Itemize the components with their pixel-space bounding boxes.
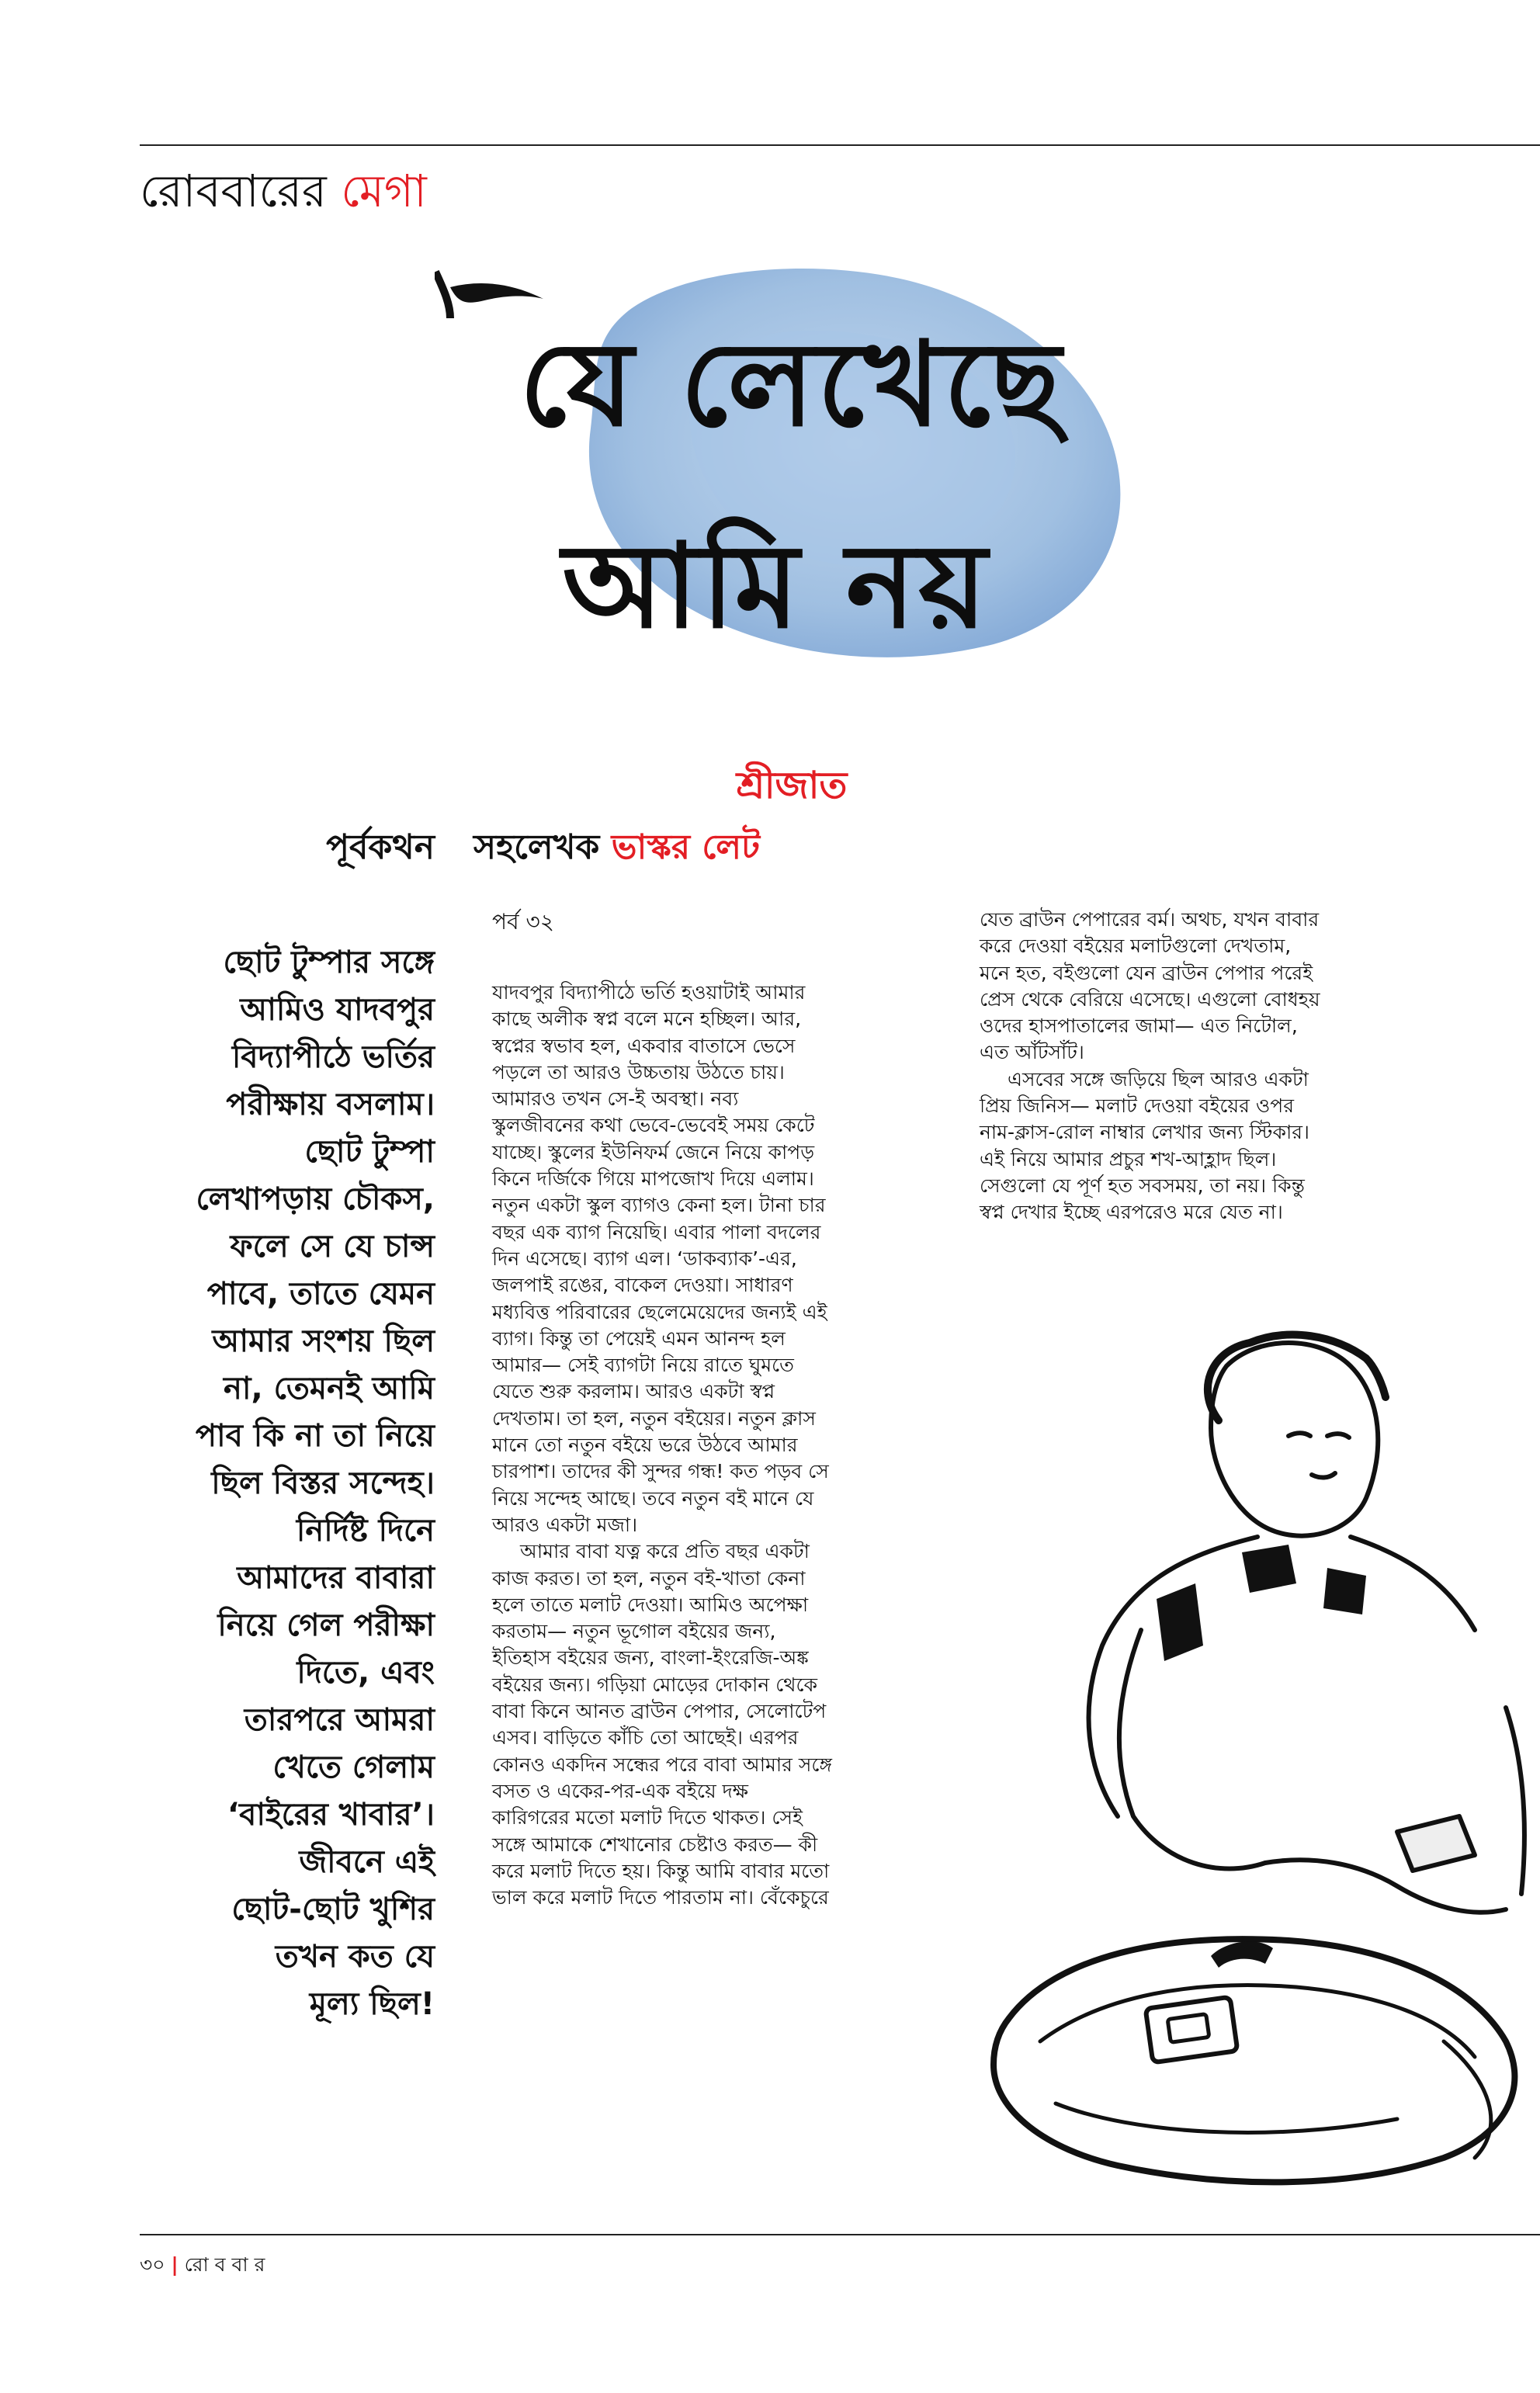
article-line: মানে তো নতুন বইয়ে ভরে উঠবে আমার: [492, 1434, 798, 1457]
article-line: নতুন একটা স্কুল ব্যাগও কেনা হল। টানা চার: [492, 1194, 826, 1217]
article-line: নাম-ক্লাস-রোল নাম্বার লেখার জন্য স্টিকার।: [980, 1121, 1309, 1144]
recap-line: নির্দিষ্ট দিনে: [296, 1513, 435, 1549]
article-line: দিন এসেছে। ব্যাগ এল। ‘ডাকব্যাক’-এর,: [492, 1247, 797, 1270]
article-line: বসত ও একের-পর-এক বইয়ে দক্ষ: [492, 1779, 749, 1802]
page-number: ৩০: [140, 2253, 165, 2276]
article-line: স্বপ্নের স্বভাব হল, একবার বাতাসে ভেসে: [492, 1034, 796, 1057]
recap-line: আমার সংশয় ছিল: [212, 1323, 435, 1359]
footer-separator: |: [171, 2253, 179, 2276]
article-line: কিনে দর্জিকে গিয়ে মাপজোখ দিয়ে এলাম।: [492, 1167, 814, 1191]
article-line: করে মলাট দিতে হয়। কিন্তু আমি বাবার মতো: [492, 1859, 830, 1882]
article-line: জলপাই রঙের, বাকেল দেওয়া। সাধারণ: [492, 1274, 793, 1297]
article-line: এসবের সঙ্গে জড়িয়ে ছিল আরও একটা: [1008, 1067, 1309, 1091]
recap-line: ছোট-ছোট খুশির: [231, 1892, 435, 1927]
recap-line: পাবে, তাতে যেমন: [206, 1276, 435, 1312]
article-line: ব্যাগ। কিন্তু তা পেয়েই এমন আনন্দ হল: [492, 1327, 786, 1350]
article-line: সঙ্গে আমাকে শেখানোর চেষ্টাও করত— কী: [492, 1833, 818, 1856]
recap-line: তারপরে আমরা: [244, 1702, 435, 1738]
feature-title-line1: যে লেখেছে: [519, 316, 1065, 453]
author-name: শ্রীজাত: [736, 764, 848, 807]
section-header: [140, 160, 427, 222]
header-accent: মেগা: [341, 165, 427, 217]
article-column-2: [980, 907, 1414, 1226]
purbakathan-label: পূর্বকথন: [326, 827, 435, 867]
article-line: মনে হত, বইগুলো যেন ব্রাউন পেপার পরেই: [980, 961, 1313, 984]
article-line: পড়লে তা আরও উচ্চতায় উঠতে চায়।: [492, 1060, 785, 1084]
recap-line: আমাদের বাবারা: [237, 1560, 435, 1596]
recap-line: ফলে সে যে চান্স: [230, 1229, 435, 1264]
coauthor-byline: [473, 823, 760, 872]
article-line: কাজ করত। তা হল, নতুন বই-খাতা কেনা: [492, 1566, 806, 1590]
recap-sidebar: [155, 939, 435, 2028]
article-line: ইতিহাস বইয়ের জন্য, বাংলা-ইংরেজি-অঙ্ক: [492, 1646, 809, 1670]
article-line: আমার বাবা যত্ন করে প্রতি বছর একটা: [520, 1540, 810, 1563]
feature-title-line2: আমি নয়: [562, 518, 990, 654]
article-line: মধ্যবিত্ত পরিবারের ছেলেমেয়েদের জন্যই এই: [492, 1300, 827, 1323]
recap-line: নিয়ে গেল পরীক্ষা: [217, 1607, 435, 1643]
boy-with-schoolbag-illustration: [962, 1320, 1540, 2235]
article-line: দেখতাম। তা হল, নতুন বইয়ের। নতুন ক্লাস: [492, 1406, 816, 1430]
article-line: ভাল করে মলাট দিতে পারতাম না। বেঁকেচুরে: [492, 1886, 829, 1909]
article-line: যেত ব্রাউন পেপারের বর্ম। অথচ, যখন বাবার: [980, 908, 1320, 931]
article-line: আরও একটা মজা।: [492, 1513, 638, 1536]
article-line: যাচ্ছে। স্কুলের ইউনিফর্ম জেনে নিয়ে কাপড়: [492, 1140, 815, 1164]
article-line: স্কুলজীবনের কথা ভেবে-ভেবেই সময় কেটে: [492, 1114, 815, 1137]
article-line: যাদবপুর বিদ্যাপীঠে ভর্তি হওয়াটাই আমার: [492, 981, 806, 1004]
page-footer: [140, 2251, 265, 2279]
top-rule: [140, 144, 1540, 146]
article-line: এত আঁটসাঁট।: [980, 1041, 1084, 1064]
article-line: কারিগরের মতো মলাট দিতে থাকত। সেই: [492, 1806, 803, 1829]
recap-line: বিদ্যাপীঠে ভর্তির: [231, 1039, 435, 1075]
recap-line: পাব কি না তা নিয়ে: [195, 1418, 435, 1454]
article-line: হলে তাতে মলাট দেওয়া। আমিও অপেক্ষা: [492, 1593, 809, 1616]
article-line: বইয়ের জন্য। গড়িয়া মোড়ের দোকান থেকে: [492, 1673, 817, 1696]
recap-line: ‘বাইরের খাবার’।: [227, 1797, 435, 1833]
article-line: বাবা কিনে আনত ব্রাউন পেপার, সেলোটেপ: [492, 1700, 827, 1723]
article-line: করে দেওয়া বইয়ের মলাটগুলো দেখতাম,: [980, 935, 1292, 958]
article-line: এই নিয়ে আমার প্রচুর শখ-আহ্লাদ ছিল।: [980, 1147, 1277, 1170]
episode-label: পর্ব ৩২: [492, 909, 554, 935]
article-line: চারপাশ। তাদের কী সুন্দর গন্ধ! কত পড়ব সে: [492, 1460, 829, 1483]
article-line: সেগুলো যে পূর্ণ হত সবসময়, তা নয়। কিন্তু: [980, 1174, 1305, 1197]
article-line: নিয়ে সন্দেহ আছে। তবে নতুন বই মানে যে: [492, 1486, 814, 1510]
recap-line: দিতে, এবং: [297, 1655, 435, 1691]
article-line: করতাম— নতুন ভূগোল বইয়ের জন্য,: [492, 1620, 776, 1643]
recap-line: লেখাপড়ায় চৌকস,: [196, 1181, 435, 1217]
recap-line: ছিল বিস্তর সন্দেহ।: [211, 1465, 435, 1501]
article-line: প্রেস থেকে বেরিয়ে এসেছে। এগুলো বোধহয়: [980, 987, 1320, 1011]
magazine-name: রো ব বা র: [184, 2253, 265, 2276]
recap-line: আমিও যাদবপুর: [240, 992, 435, 1028]
article-line: বছর এক ব্যাগ নিয়েছি। এবার পালা বদলের: [492, 1220, 821, 1243]
recap-line: মূল্য ছিল!: [309, 1986, 435, 2022]
header-prefix: রোববারের: [140, 165, 327, 217]
recap-line: ছোট টুম্পার সঙ্গে: [223, 945, 435, 980]
recap-line: না, তেমনই আমি: [224, 1371, 435, 1406]
brush-flourish: [450, 283, 543, 303]
recap-line: ছোট টুম্পা: [304, 1134, 435, 1170]
article-line: প্রিয় জিনিস— মলাট দেওয়া বইয়ের ওপর: [980, 1094, 1294, 1118]
article-line: ওদের হাসপাতালের জামা— এত নিটোল,: [980, 1014, 1298, 1038]
article-line: এসব। বাড়িতে কাঁচি তো আছেই। এরপর: [492, 1726, 799, 1750]
recap-line: তখন কত যে: [275, 1939, 435, 1975]
article-line: স্বপ্ন দেখার ইচ্ছে এরপরেও মরে যেত না।: [980, 1201, 1283, 1224]
recap-line: পরীক্ষায় বসলাম।: [226, 1087, 435, 1122]
article-line: যেতে শুরু করলাম। আরও একটা স্বপ্ন: [492, 1380, 775, 1403]
article-line: আমার— সেই ব্যাগটা নিয়ে রাতে ঘুমতে: [492, 1354, 794, 1377]
recap-line: খেতে গেলাম: [272, 1750, 435, 1785]
bottom-rule: [140, 2234, 1540, 2235]
recap-line: জীবনে এই: [299, 1844, 435, 1880]
article-line: কোনও একদিন সন্ধের পরে বাবা আমার সঙ্গে: [492, 1753, 832, 1776]
coauthor-label: সহলেখক: [473, 827, 600, 867]
coauthor-name: ভাস্কর লেট: [611, 827, 761, 867]
article-line: কাছে অলীক স্বপ্ন বলে মনে হচ্ছিল। আর,: [492, 1007, 802, 1031]
article-line: আমারও তখন সে-ই অবস্থা। নব্য: [492, 1087, 739, 1111]
article-column-1: [492, 980, 950, 1911]
